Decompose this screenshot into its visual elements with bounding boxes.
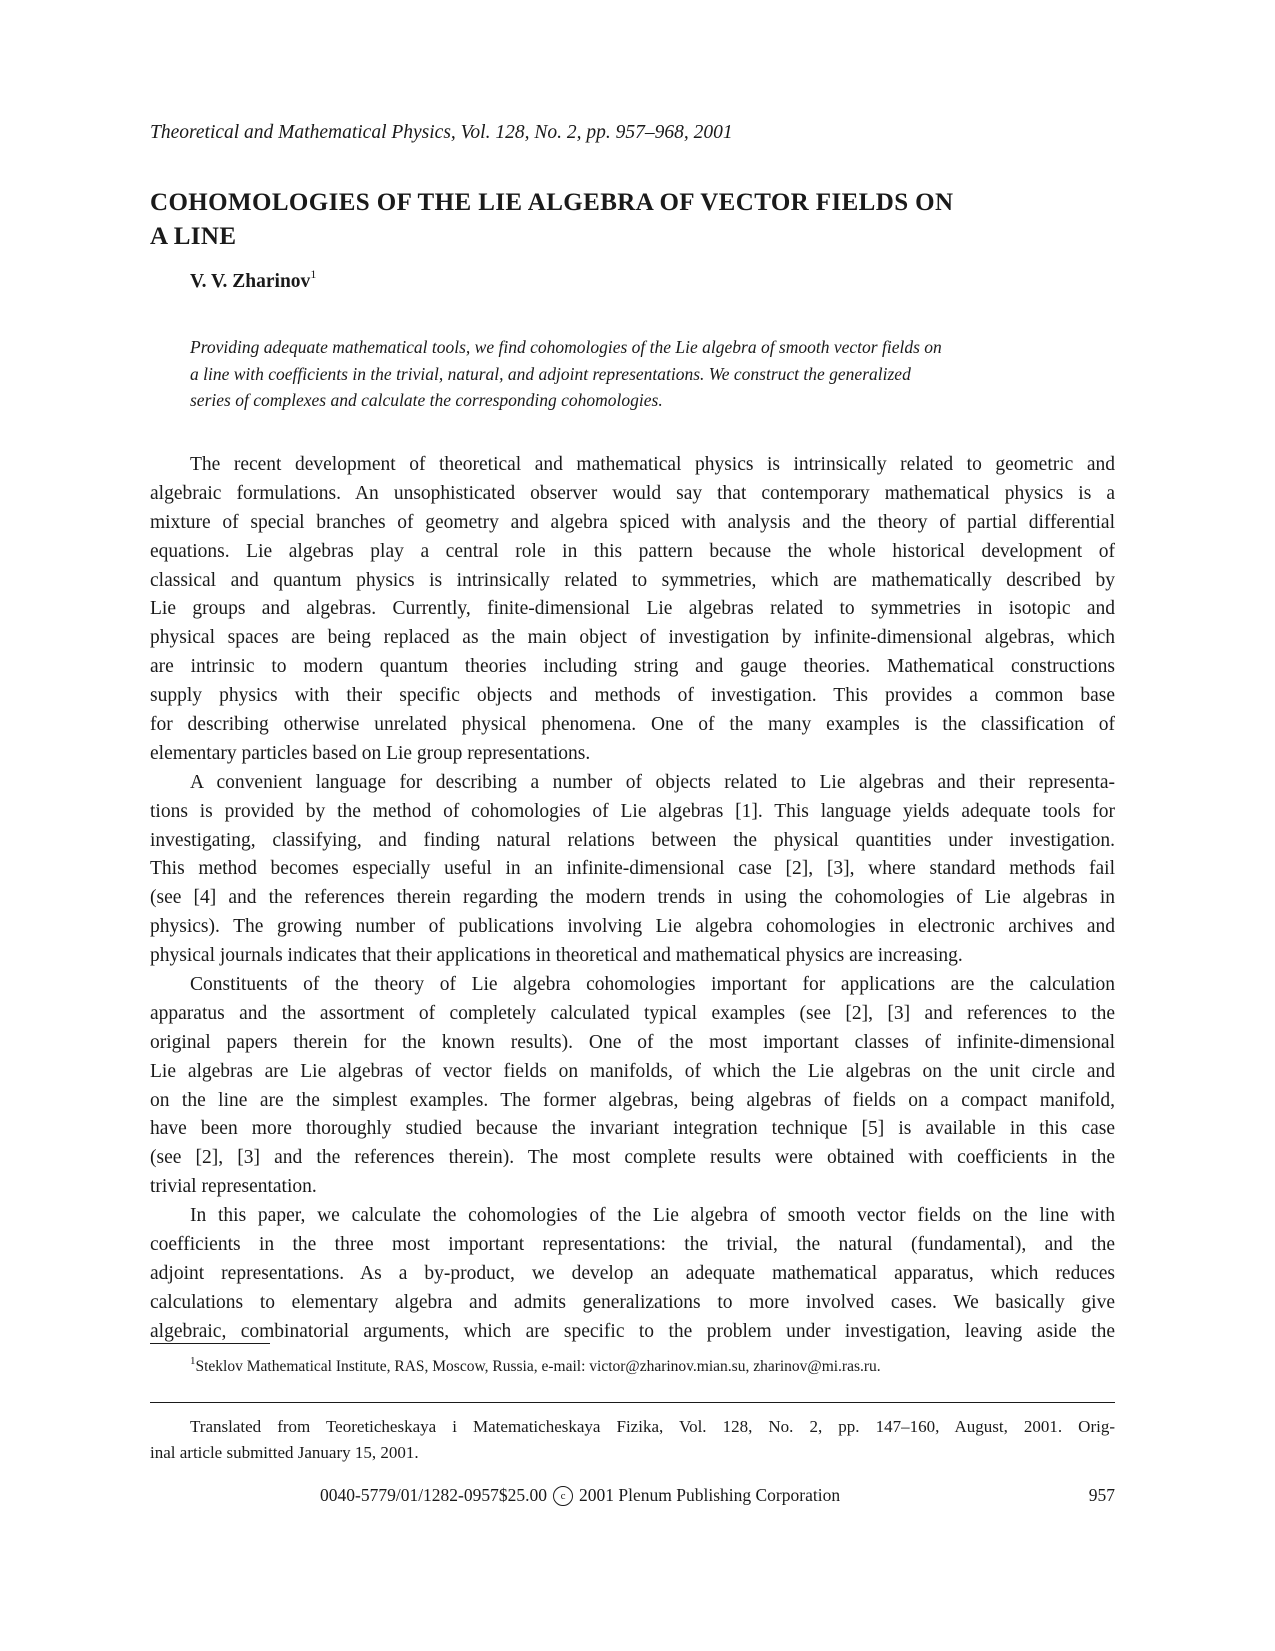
body-line: This method becomes especially useful in an infinite-dimensional case [2], [3], where standard methods fail	[150, 858, 1115, 880]
body-line: (see [4] and the references therein regarding the modern trends in using the cohomologies of Lie algebras in	[150, 887, 1115, 909]
article-title	[150, 186, 1070, 254]
footnote	[190, 1355, 881, 1376]
body-line: (see [2], [3] and the references therein). The most complete results were obtained with coefficients in the	[150, 1147, 1115, 1169]
page-number: 957	[1088, 1485, 1115, 1505]
body-line: are intrinsic to modern quantum theories including string and gauge theories. Mathematical constructions	[150, 656, 1115, 678]
translation-note	[150, 1414, 1115, 1466]
body-line: coefficients in the three most important representations: the trivial, the natural (fundamental), and the	[150, 1234, 1115, 1256]
body-line: Lie algebras are Lie algebras of vector fields on manifolds, of which the Lie algebras on the unit circle and	[150, 1060, 1115, 1082]
abstract-line: Providing adequate mathematical tools, we find cohomologies of the Lie algebra of smooth vector fields on	[190, 337, 942, 357]
translation-line-2: inal article submitted January 15, 2001.	[150, 1443, 419, 1462]
body-line: classical and quantum physics is intrinsically related to symmetries, which are mathematically described by	[150, 569, 1115, 591]
author-name	[190, 267, 317, 293]
journal-citation: Theoretical and Mathematical Physics, Vol. 128, No. 2, pp. 957–968, 2001	[150, 122, 733, 143]
copyright-info	[320, 1485, 840, 1508]
body-line: algebraic formulations. An unsophisticated observer would say that contemporary mathematical physics is a	[150, 482, 1115, 504]
body-line: The recent development of theoretical and mathematical physics is intrinsically related to geometric and	[190, 454, 1115, 475]
body-line: physical journals indicates that their applications in theoretical and mathematical physics are increasing.	[150, 945, 963, 967]
body-line: tions is provided by the method of cohomologies of Lie algebras [1]. This language yields adequate tools for	[150, 800, 1115, 822]
body-line: adjoint representations. As a by-product, we develop an adequate mathematical apparatus, which reduces	[150, 1262, 1115, 1284]
body-text	[150, 451, 1115, 1347]
body-line: apparatus and the assortment of completely calculated typical examples (see [2], [3] and references to the	[150, 1002, 1115, 1024]
publisher: 2001 Plenum Publishing Corporation	[579, 1485, 841, 1505]
body-line: for describing otherwise unrelated physical phenomena. One of the many examples is the classification of	[150, 714, 1115, 736]
title-line-1: COHOMOLOGIES OF THE LIE ALGEBRA OF VECTOR FIELDS ON	[150, 189, 954, 216]
abstract	[190, 334, 1090, 414]
abstract-line: series of complexes and calculate the corresponding cohomologies.	[190, 390, 663, 410]
body-line: elementary particles based on Lie group representations.	[150, 742, 591, 764]
body-line: In this paper, we calculate the cohomologies of the Lie algebra of smooth vector fields on the line with	[190, 1205, 1115, 1227]
abstract-line: a line with coefficients in the trivial, natural, and adjoint representations. We construct the generalized	[190, 363, 911, 384]
body-line: equations. Lie algebras play a central role in this pattern because the whole historical development of	[150, 540, 1115, 562]
translation-line-1: Translated from Teoreticheskaya i Matematicheskaya Fizika, Vol. 128, No. 2, pp. 147–160, August, 2001. Orig-	[190, 1417, 1115, 1436]
body-line: original papers therein for the known results). One of the most important classes of infinite-dimensional	[150, 1031, 1115, 1053]
footnote-text: Steklov Mathematical Institute, RAS, Moscow, Russia, e-mail: victor@zharinov.mian.su, zharinov@mi.ras.ru.	[195, 1358, 881, 1375]
body-line: Lie groups and algebras. Currently, finite-dimensional Lie algebras related to symmetries in isotopic and	[150, 598, 1115, 620]
body-line: supply physics with their specific objects and methods of investigation. This provides a common base	[150, 685, 1115, 707]
body-line: Constituents of the theory of Lie algebra cohomologies important for applications are the calculation	[190, 974, 1115, 996]
body-line: physical spaces are being replaced as the main object of investigation by infinite-dimensional algebras, which	[150, 627, 1115, 649]
issn-price: 0040-5779/01/1282-0957$25.00	[320, 1485, 548, 1505]
body-line: have been more thoroughly studied because the invariant integration technique [5] is available in this case	[150, 1118, 1115, 1140]
author-footnote-mark: 1	[310, 267, 317, 281]
author-text: V. V. Zharinov	[190, 271, 311, 292]
page-footer	[150, 1485, 1115, 1511]
body-line: trivial representation.	[150, 1176, 317, 1198]
body-line: physics). The growing number of publications involving Lie algebra cohomologies in electronic archives and	[150, 916, 1115, 938]
copyright-icon: c	[553, 1486, 573, 1506]
translation-divider	[150, 1402, 1115, 1403]
body-line: A convenient language for describing a number of objects related to Lie algebras and their representa-	[190, 771, 1115, 793]
body-line: algebraic, combinatorial arguments, which are specific to the problem under investigation, leaving aside the	[150, 1320, 1115, 1342]
footnote-mark: 1	[190, 1355, 196, 1367]
body-line: calculations to elementary algebra and admits generalizations to more involved cases. We basically give	[150, 1291, 1115, 1313]
title-line-2: A LINE	[150, 223, 237, 250]
footnote-divider	[150, 1343, 270, 1344]
body-line: mixture of special branches of geometry and algebra spiced with analysis and the theory of partial differential	[150, 511, 1115, 533]
body-line: investigating, classifying, and finding natural relations between the physical quantities under investigation.	[150, 829, 1115, 851]
body-line: on the line are the simplest examples. The former algebras, being algebras of fields on a compact manifold,	[150, 1089, 1115, 1111]
